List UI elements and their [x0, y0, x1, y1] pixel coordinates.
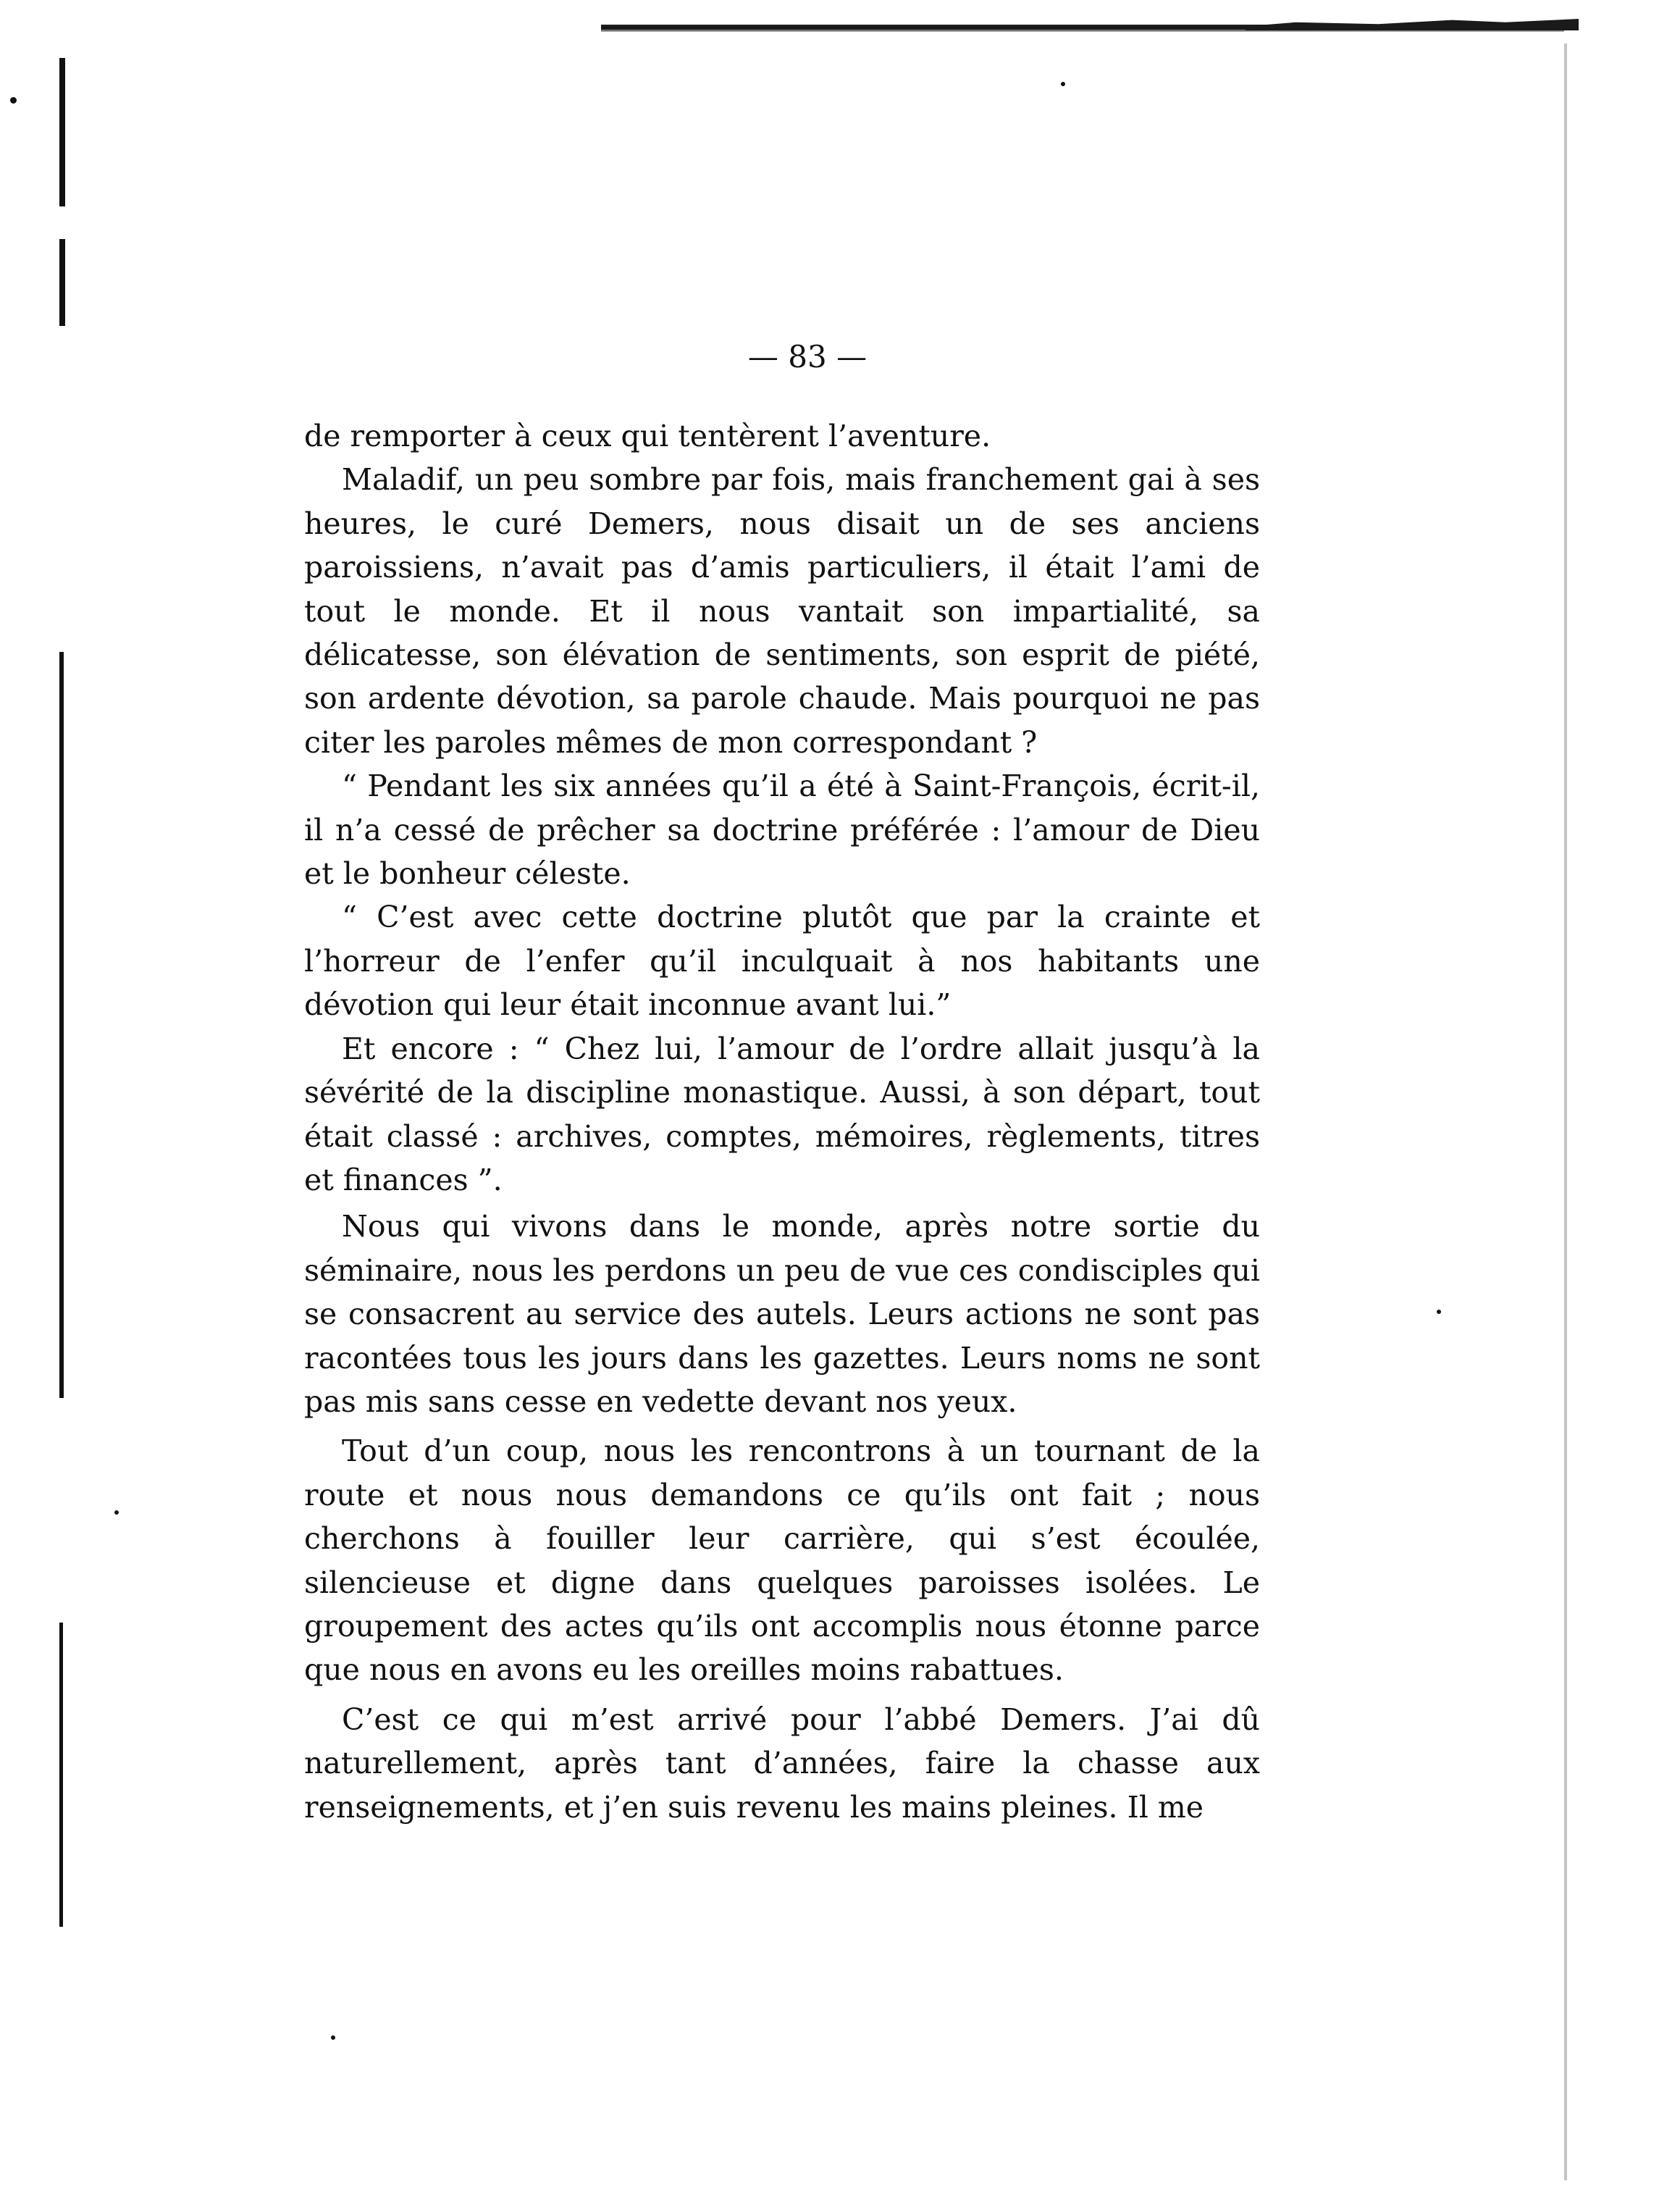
paragraph: “ C’est avec cette doctrine plutôt que par la crainte et l’horreur de l’enfer qu’il inculquait à nos habitants une dévotion qui leur était inconnue avant lui.”: [304, 900, 1260, 1023]
paragraph: C’est ce qui m’est arrivé pour l’abbé Demers. J’ai dû naturellement, après tant d’années, faire la chasse aux renseignements, et j’en suis revenu les mains pleines. Il me: [304, 1702, 1260, 1825]
top-scan-rule-end: [1246, 19, 1579, 30]
paragraph: Et encore : “ Chez lui, l’amour de l’ordre allait jusqu’à la sévérité de la discipline monastique. Aussi, à son départ, tout était classé : archives, comptes, mémoires, règlements, titres et finances ”.: [304, 1031, 1260, 1197]
body-text: [304, 414, 1260, 1829]
paragraph: Tout d’un coup, nous les rencontrons à un tournant de la route et nous nous demandons ce qu’ils ont fait ; nous cherchons à fouiller leur carrière, qui s’est écoulée, silencieuse et digne dans quelques paroisses isolées. Le groupement des actes qu’ils ont accomplis nous étonne parce que nous en avons eu les oreilles moins rabattues.: [304, 1433, 1260, 1688]
paragraph: de remporter à ceux qui tentèrent l’aventure.: [304, 419, 991, 453]
paragraph: “ Pendant les six années qu’il a été à Saint-François, écrit-il, il n’a cessé de prêcher sa doctrine préférée : l’amour de Dieu et le bonheur céleste.: [304, 769, 1260, 892]
scan-speck: [1061, 82, 1065, 86]
scan-speck: [1437, 1310, 1441, 1314]
scan-speck: [331, 2035, 335, 2040]
scan-speck: [114, 1510, 119, 1515]
left-binding-mark-3: [59, 652, 64, 1398]
left-binding-mark-1: [59, 58, 65, 206]
left-binding-mark-2: [59, 239, 65, 326]
scan-speck: [10, 97, 17, 104]
page-number: — 83 —: [747, 339, 868, 374]
paragraph: Maladif, un peu sombre par fois, mais franchement gai à ses heures, le curé Demers, nous disait un de ses anciens paroissiens, n’avait pas d’amis particuliers, il était l’ami de tout le monde. Et il nous vantait son impartialité, sa délicatesse, son élévation de sentiments, son esprit de piété, son ardente dévotion, sa parole chaude. Mais pourquoi ne pas citer les paroles mêmes de mon correspondant ?: [304, 462, 1260, 760]
left-binding-mark-4: [59, 1623, 63, 1927]
paragraph: Nous qui vivons dans le monde, après notre sortie du séminaire, nous les perdons un peu de vue ces condisciples qui se consacrent au service des autels. Leurs actions ne sont pas racontées tous les jours dans les gazettes. Leurs noms ne sont pas mis sans cesse en vedette devant nos yeux.: [304, 1209, 1260, 1419]
